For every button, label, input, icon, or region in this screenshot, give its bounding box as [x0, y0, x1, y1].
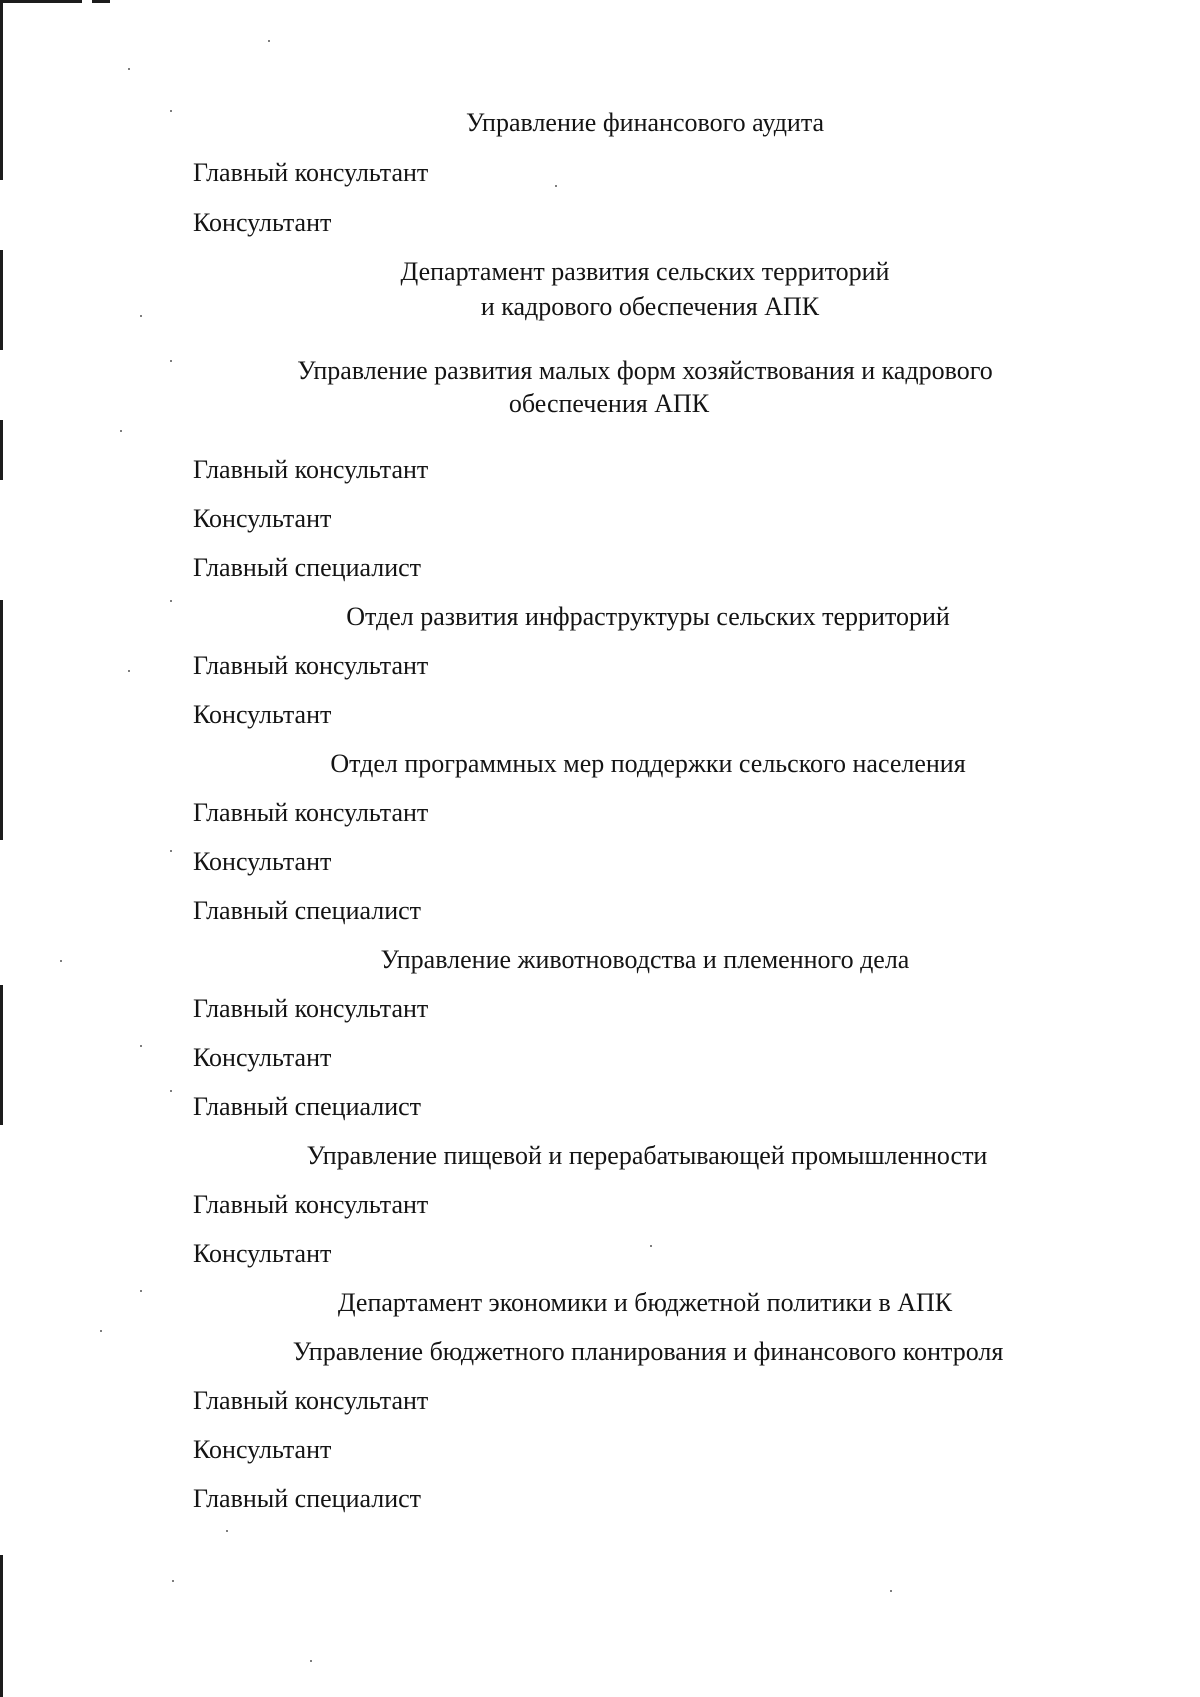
scan-left-edge [0, 420, 3, 480]
department-heading: Управление животноводства и племенного дела [380, 945, 910, 974]
scan-speck [170, 1090, 172, 1092]
position-title: Консультант [193, 1435, 332, 1464]
scan-speck [60, 960, 62, 962]
scan-left-edge [0, 600, 3, 840]
department-heading: и кадрового обеспечения АПК [480, 292, 820, 321]
scan-speck [310, 1660, 312, 1662]
scan-speck [140, 315, 142, 317]
position-title: Главный консультант [193, 798, 429, 827]
scan-speck [172, 1580, 174, 1582]
scan-speck [268, 40, 270, 42]
department-heading: обеспечения АПК [508, 389, 710, 418]
position-title: Консультант [193, 1043, 332, 1072]
scan-speck [140, 1290, 142, 1292]
scan-speck [128, 68, 130, 70]
position-title: Консультант [193, 1239, 332, 1268]
scan-speck [100, 1330, 102, 1332]
position-title: Главный консультант [193, 1386, 429, 1415]
position-title: Главный консультант [193, 455, 429, 484]
scan-left-edge [0, 0, 3, 180]
scan-top-mark [0, 0, 82, 3]
scan-speck [170, 360, 172, 362]
department-heading: Управление бюджетного планирования и финансового контроля [292, 1337, 1004, 1366]
department-heading: Управление пищевой и перерабатывающей промышленности [306, 1141, 988, 1170]
position-title: Главный консультант [193, 1190, 429, 1219]
scan-speck [890, 1590, 892, 1592]
position-title: Главный консультант [193, 994, 429, 1023]
position-title: Главный специалист [193, 1092, 422, 1121]
position-title: Главный консультант [193, 158, 429, 187]
department-heading: Управление развития малых форм хозяйствования и кадрового [297, 356, 993, 385]
scan-speck [170, 110, 172, 112]
scan-speck [170, 850, 172, 852]
position-title: Консультант [193, 504, 332, 533]
position-title: Консультант [193, 700, 332, 729]
scan-left-edge [0, 1555, 3, 1697]
scan-speck [226, 1530, 228, 1532]
department-heading: Управление финансового аудита [465, 108, 825, 137]
position-title: Главный специалист [193, 896, 422, 925]
scan-speck [120, 430, 122, 432]
scan-speck [555, 185, 557, 187]
scan-left-edge [0, 985, 3, 1125]
department-heading: Департамент развития сельских территорий [400, 257, 890, 286]
scan-speck [128, 670, 130, 672]
position-title: Главный специалист [193, 1484, 422, 1513]
scan-speck [650, 1245, 652, 1247]
department-heading: Отдел программных мер поддержки сельского населения [330, 749, 966, 778]
department-heading: Отдел развития инфраструктуры сельских территорий [346, 602, 950, 631]
position-title: Главный специалист [193, 553, 422, 582]
scan-speck [170, 600, 172, 602]
department-heading: Департамент экономики и бюджетной политики в АПК [337, 1288, 953, 1317]
position-title: Главный консультант [193, 651, 429, 680]
position-title: Консультант [193, 208, 332, 237]
scan-top-mark-short [92, 0, 110, 3]
position-title: Консультант [193, 847, 332, 876]
scan-speck [140, 1045, 142, 1047]
